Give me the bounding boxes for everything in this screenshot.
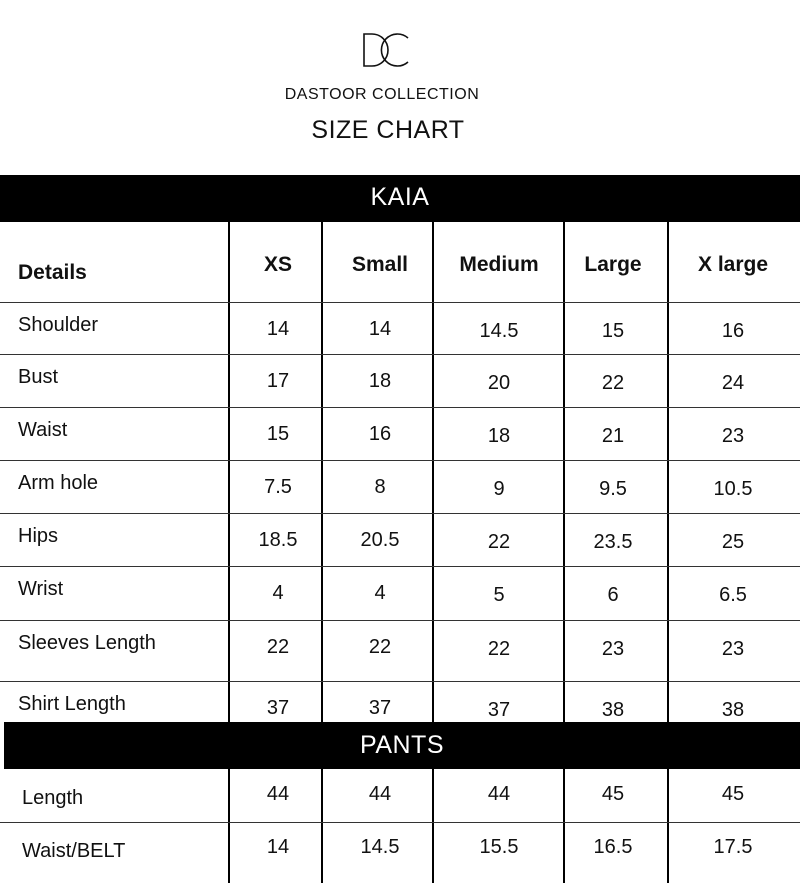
- measurement-value: 8: [374, 476, 386, 498]
- column-divider: [563, 769, 565, 883]
- measurement-value: 14.5: [479, 320, 519, 342]
- measurement-label: Hips: [18, 525, 59, 547]
- row-divider: [0, 620, 800, 621]
- pants-measurement-value: 16.5: [593, 836, 633, 858]
- measurement-value: 16: [721, 320, 745, 342]
- pants-measurement-value: 44: [266, 783, 290, 805]
- measurement-value: 18: [368, 370, 392, 392]
- measurement-value: 5: [493, 584, 505, 606]
- row-divider: [0, 302, 800, 303]
- pants-measurement-value: 45: [601, 783, 625, 805]
- size-header: Small: [351, 253, 409, 276]
- measurement-value: 37: [266, 697, 290, 719]
- measurement-value: 23: [721, 425, 745, 447]
- size-header: Medium: [459, 253, 539, 276]
- measurement-value: 22: [601, 372, 625, 394]
- measurement-value: 38: [721, 699, 745, 721]
- measurement-value: 23: [601, 638, 625, 660]
- measurement-value: 23.5: [593, 531, 633, 553]
- measurement-value: 22: [368, 636, 392, 658]
- column-divider: [667, 769, 669, 883]
- measurement-value: 24: [721, 372, 745, 394]
- measurement-value: 6: [607, 584, 619, 606]
- measurement-value: 4: [374, 582, 386, 604]
- details-header: Details: [18, 261, 87, 284]
- measurement-value: 6.5: [719, 584, 747, 606]
- row-divider: [0, 407, 800, 408]
- pants-section-header: PANTS: [4, 722, 800, 769]
- column-divider: [432, 769, 434, 883]
- measurement-value: 14: [368, 318, 392, 340]
- measurement-label: Wrist: [18, 578, 64, 600]
- pants-measurement-value: 44: [368, 783, 392, 805]
- measurement-value: 9: [493, 478, 505, 500]
- measurement-value: 18: [487, 425, 511, 447]
- column-divider: [228, 769, 230, 883]
- measurement-value: 14: [266, 318, 290, 340]
- measurement-value: 18.5: [258, 529, 298, 551]
- measurement-value: 37: [487, 699, 511, 721]
- pants-measurement-label: Waist/BELT: [22, 840, 126, 862]
- measurement-value: 7.5: [264, 476, 292, 498]
- measurement-value: 17: [266, 370, 290, 392]
- page-title: SIZE CHART: [311, 116, 465, 144]
- measurement-label: Arm hole: [18, 472, 99, 494]
- size-header: Large: [584, 253, 642, 276]
- column-divider: [667, 222, 669, 722]
- dc-logo: [362, 32, 412, 68]
- measurement-value: 25: [721, 531, 745, 553]
- measurement-label: Shoulder: [18, 314, 99, 336]
- measurement-label: Sleeves Length: [18, 632, 156, 654]
- column-divider: [321, 769, 323, 883]
- measurement-value: 22: [487, 638, 511, 660]
- measurement-label: Waist: [18, 419, 68, 441]
- column-divider: [228, 222, 230, 722]
- measurement-value: 16: [368, 423, 392, 445]
- pants-measurement-value: 14.5: [360, 836, 400, 858]
- pants-measurement-value: 17.5: [713, 836, 753, 858]
- pants-measurement-value: 14: [266, 836, 290, 858]
- measurement-value: 22: [487, 531, 511, 553]
- measurement-label: Shirt Length: [18, 693, 126, 715]
- measurement-label: Bust: [18, 366, 59, 388]
- brand-name: DASTOOR COLLECTION: [284, 86, 480, 103]
- measurement-value: 38: [601, 699, 625, 721]
- size-header: XS: [263, 253, 293, 276]
- measurement-value: 23: [721, 638, 745, 660]
- measurement-value: 10.5: [713, 478, 753, 500]
- measurement-value: 15: [266, 423, 290, 445]
- row-divider: [0, 354, 800, 355]
- measurement-value: 9.5: [599, 478, 627, 500]
- measurement-value: 21: [601, 425, 625, 447]
- measurement-value: 20: [487, 372, 511, 394]
- size-header: X large: [697, 253, 769, 276]
- row-divider: [0, 681, 800, 682]
- row-divider: [0, 822, 800, 823]
- measurement-value: 22: [266, 636, 290, 658]
- pants-measurement-value: 44: [487, 783, 511, 805]
- row-divider: [0, 566, 800, 567]
- row-divider: [0, 513, 800, 514]
- pants-measurement-label: Length: [22, 787, 84, 809]
- measurement-value: 15: [601, 320, 625, 342]
- column-divider: [321, 222, 323, 722]
- pants-measurement-value: 45: [721, 783, 745, 805]
- measurement-value: 37: [368, 697, 392, 719]
- measurement-value: 4: [272, 582, 284, 604]
- column-divider: [563, 222, 565, 722]
- kaia-section-header: KAIA: [0, 175, 800, 222]
- column-divider: [432, 222, 434, 722]
- measurement-value: 20.5: [360, 529, 400, 551]
- row-divider: [0, 460, 800, 461]
- pants-measurement-value: 15.5: [479, 836, 519, 858]
